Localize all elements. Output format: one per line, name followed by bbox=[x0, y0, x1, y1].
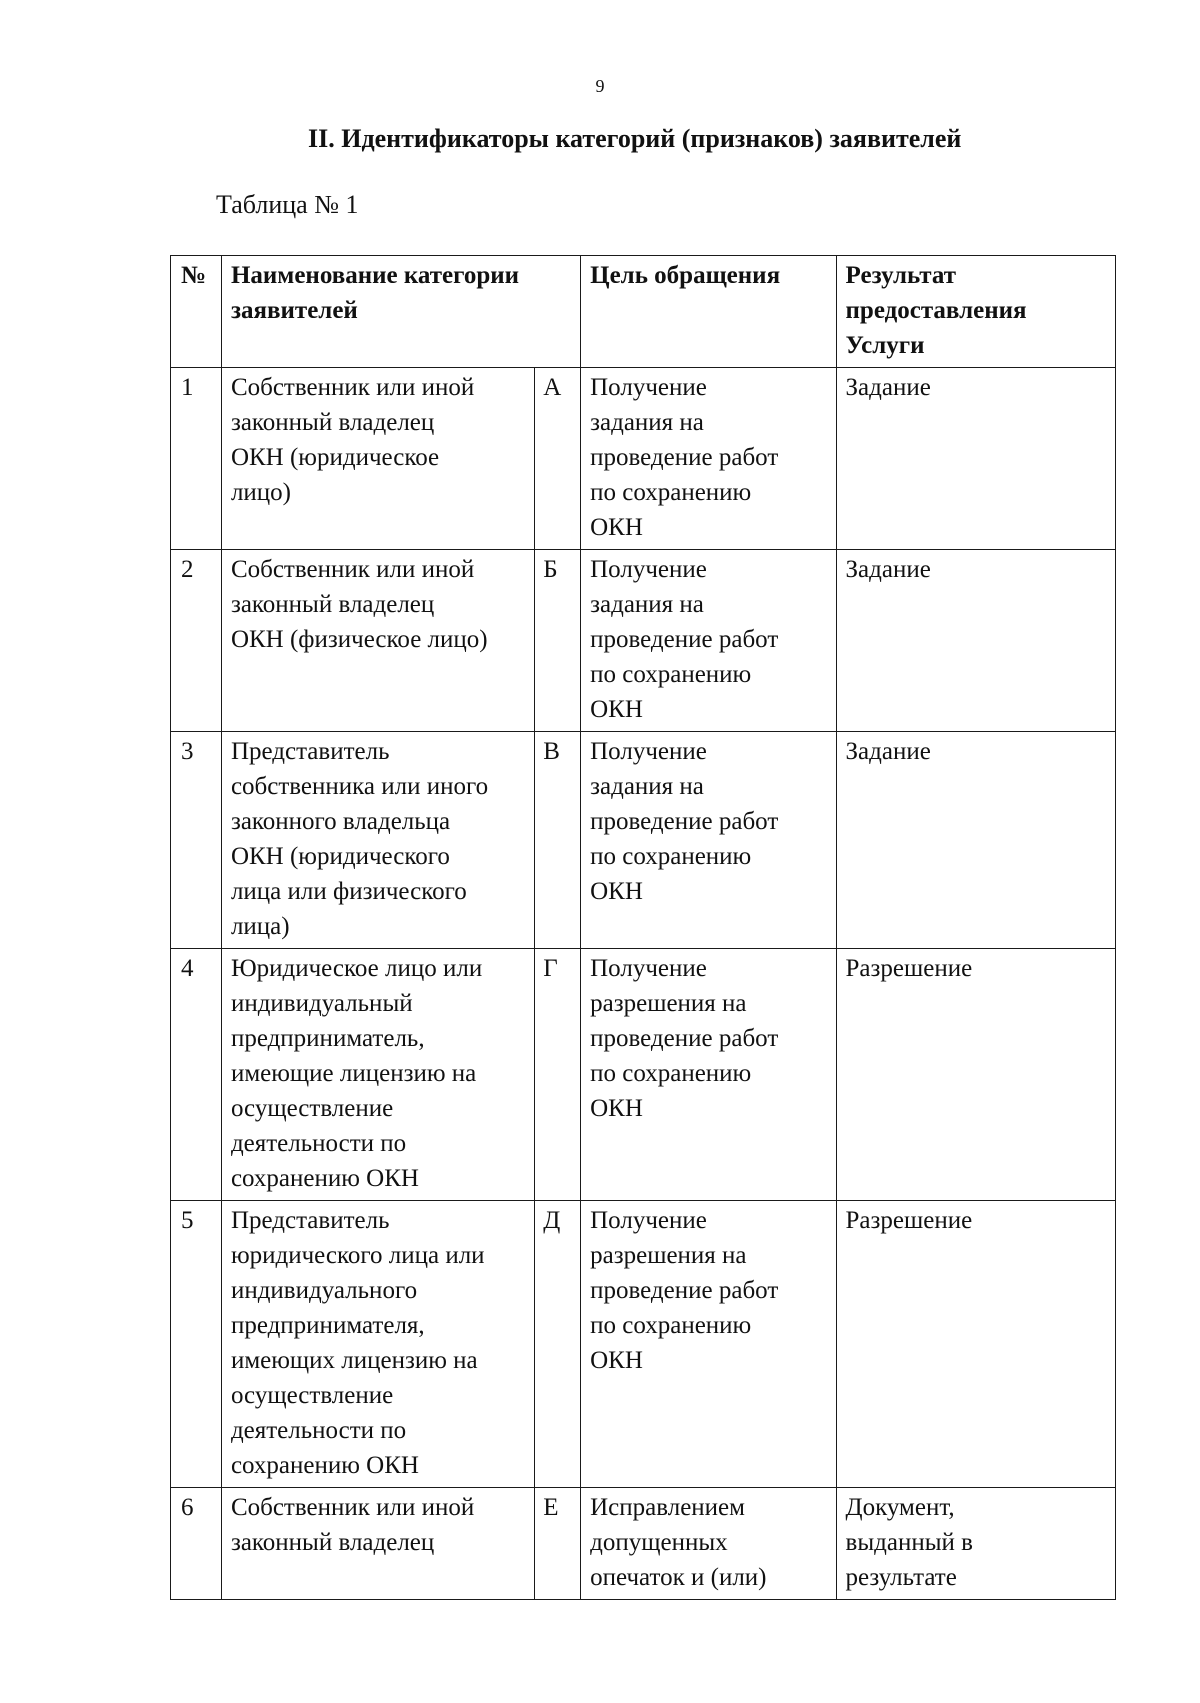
purpose: Получение задания на проведение работ по сохранению ОКН bbox=[581, 550, 836, 732]
result: Документ, выданный в результате bbox=[836, 1488, 1115, 1600]
row-number: 3 bbox=[171, 732, 222, 949]
table-row bbox=[171, 732, 1116, 949]
table-row bbox=[171, 949, 1116, 1201]
header-category: Наименование категории заявителей bbox=[221, 256, 580, 368]
category-code: А bbox=[535, 368, 581, 550]
row-number: 5 bbox=[171, 1201, 222, 1488]
row-number: 6 bbox=[171, 1488, 222, 1600]
category-code: Б bbox=[535, 550, 581, 732]
table-header-row bbox=[171, 256, 1116, 368]
applicant-categories-table bbox=[170, 255, 1116, 1600]
category-name: Представитель юридического лица или индивидуального предпринимателя, имеющих лицензию на осуществление деятельности по сохранению ОКН bbox=[221, 1201, 534, 1488]
row-number: 2 bbox=[171, 550, 222, 732]
row-number: 4 bbox=[171, 949, 222, 1201]
category-name: Юридическое лицо или индивидуальный предприниматель, имеющие лицензию на осуществление деятельности по сохранению ОКН bbox=[221, 949, 534, 1201]
result: Задание bbox=[836, 368, 1115, 550]
row-number: 1 bbox=[171, 368, 222, 550]
section-title: II. Идентификаторы категорий (признаков) заявителей bbox=[308, 124, 962, 153]
result: Разрешение bbox=[836, 1201, 1115, 1488]
header-number: № bbox=[171, 256, 222, 368]
purpose: Получение задания на проведение работ по сохранению ОКН bbox=[581, 732, 836, 949]
result: Задание bbox=[836, 550, 1115, 732]
table-row bbox=[171, 550, 1116, 732]
category-code: Г bbox=[535, 949, 581, 1201]
table-row bbox=[171, 1488, 1116, 1600]
header-purpose: Цель обращения bbox=[581, 256, 836, 368]
table-row bbox=[171, 368, 1116, 550]
category-code: Д bbox=[535, 1201, 581, 1488]
category-code: В bbox=[535, 732, 581, 949]
page-number: 9 bbox=[595, 76, 605, 96]
table-row bbox=[171, 1201, 1116, 1488]
category-name: Собственник или иной законный владелец ОКН (юридическое лицо) bbox=[221, 368, 534, 550]
result: Задание bbox=[836, 732, 1115, 949]
purpose: Получение задания на проведение работ по сохранению ОКН bbox=[581, 368, 836, 550]
header-result: Результат предоставления Услуги bbox=[836, 256, 1115, 368]
result: Разрешение bbox=[836, 949, 1115, 1201]
category-name: Собственник или иной законный владелец bbox=[221, 1488, 534, 1600]
category-code: Е bbox=[535, 1488, 581, 1600]
purpose: Получение разрешения на проведение работ по сохранению ОКН bbox=[581, 949, 836, 1201]
category-name: Собственник или иной законный владелец ОКН (физическое лицо) bbox=[221, 550, 534, 732]
category-name: Представитель собственника или иного законного владельца ОКН (юридического лица или физического лица) bbox=[221, 732, 534, 949]
purpose: Исправлением допущенных опечаток и (или) bbox=[581, 1488, 836, 1600]
table-caption: Таблица № 1 bbox=[216, 190, 359, 219]
purpose: Получение разрешения на проведение работ по сохранению ОКН bbox=[581, 1201, 836, 1488]
